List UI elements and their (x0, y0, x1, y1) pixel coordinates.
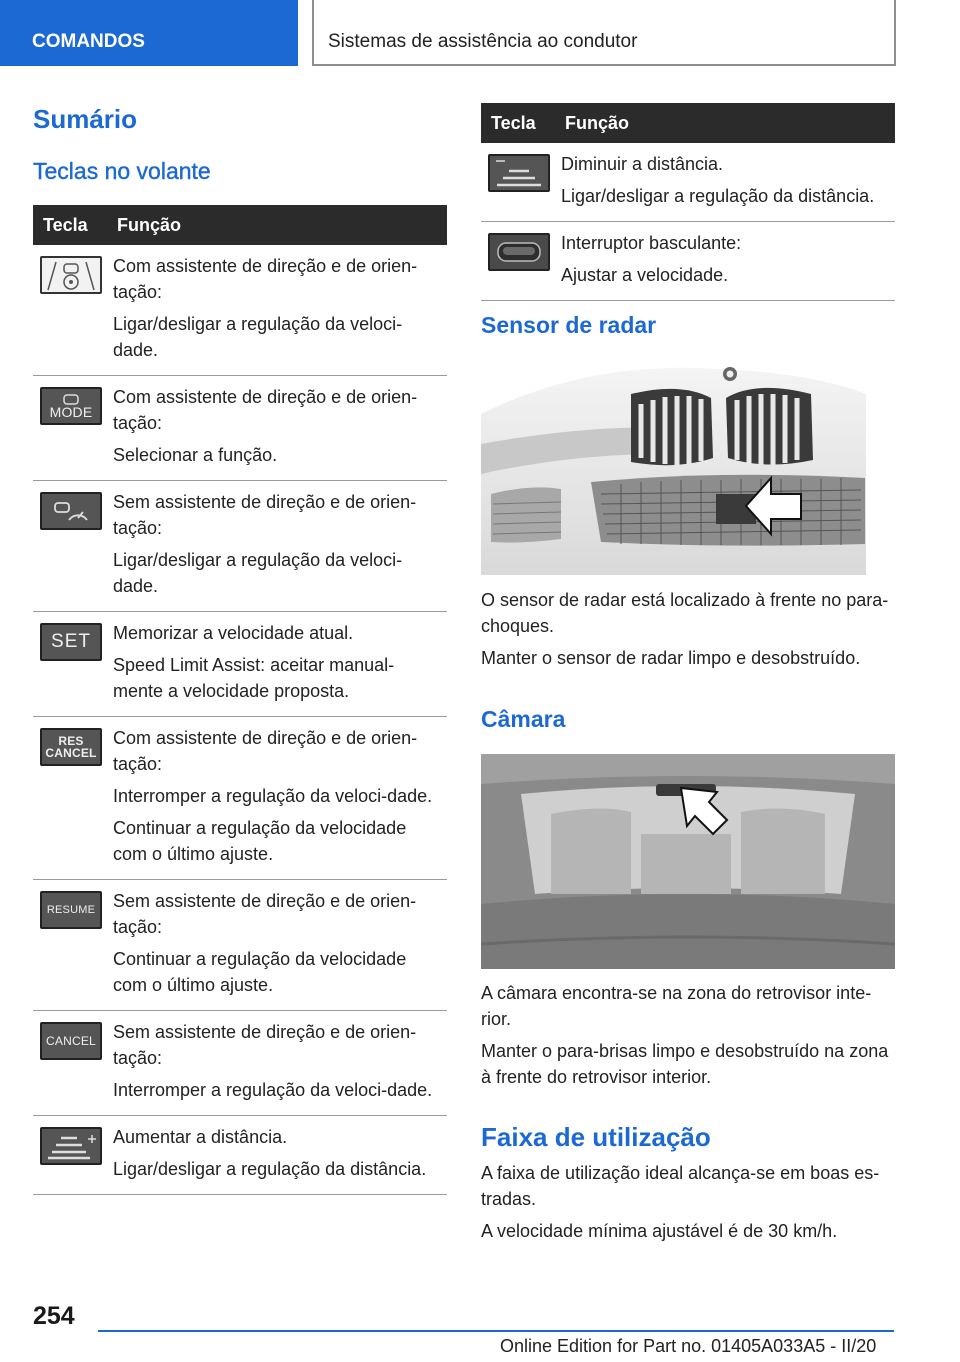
column-header-function: Função (113, 205, 447, 245)
distance-decrease-key-icon (488, 154, 550, 192)
cancel-key-icon (40, 1022, 102, 1060)
function-text: Sem assistente de direção e de orien-tação: (113, 891, 417, 937)
rocker-switch-key-icon (488, 233, 550, 271)
table-row (33, 880, 447, 1011)
radar-sensor-image (481, 354, 895, 575)
section-tab: COMANDOS (0, 0, 298, 66)
table-row (33, 612, 447, 717)
function-text: Com assistente de direção e de orien-tação: (113, 387, 418, 433)
table-row (33, 481, 447, 612)
page-number: 254 (33, 1302, 75, 1330)
key-label: CANCEL (46, 1034, 96, 1048)
section-heading-camera: Câmara (481, 706, 566, 732)
camera-paragraph-2: Manter o para-brisas limpo e desobstruído na zona à frente do retrovisor interior. (481, 1041, 889, 1087)
column-header-key: Tecla (481, 103, 561, 143)
section-heading-radar: Sensor de radar (481, 312, 657, 338)
keys-table-right (481, 103, 895, 301)
distance-increase-key-icon (40, 1127, 102, 1165)
table-row (33, 1116, 447, 1195)
camera-paragraph-1: A câmara encontra-se na zona do retrovisor inte-rior. (481, 983, 872, 1029)
edition-note: Online Edition for Part no. 01405A033A5 - II/20 (500, 1336, 877, 1356)
range-paragraph-2: A velocidade mínima ajustável é de 30 km/h. (481, 1221, 838, 1241)
function-text: Sem assistente de direção e de orien-tação: (113, 1022, 417, 1068)
table-row (481, 222, 895, 301)
function-text: Ligar/desligar a regulação da distância. (113, 1159, 427, 1179)
mode-key-icon (40, 387, 102, 425)
function-text: Speed Limit Assist: aceitar manual-mente a velocidade proposta. (113, 655, 395, 701)
function-text: Com assistente de direção e de orien-tação: (113, 256, 418, 302)
range-paragraph-1: A faixa de utilização ideal alcança-se em boas es-tradas. (481, 1163, 880, 1209)
chapter-title: Sistemas de assistência ao condutor (312, 0, 896, 66)
function-text: Ligar/desligar a regulação da veloci-dade. (113, 314, 403, 360)
steering-assist-key-icon (40, 256, 102, 294)
table-row (33, 245, 447, 376)
table-row (33, 376, 447, 481)
key-label: MODE (49, 404, 93, 420)
table-row (481, 143, 895, 222)
function-text: Continuar a regulação da velocidade com o último ajuste. (113, 949, 407, 995)
function-text: Ajustar a velocidade. (561, 265, 729, 285)
camera-location-image (481, 754, 895, 969)
footer-divider (98, 1330, 894, 1332)
section-heading-keys: Teclas no volante (33, 158, 211, 184)
keys-table-left (33, 205, 447, 1195)
function-text: Memorizar a velocidade atual. (113, 623, 354, 643)
function-text: Ligar/desligar a regulação da distância. (561, 186, 875, 206)
function-text: Diminuir a distância. (561, 154, 724, 174)
function-text: Interromper a regulação da veloci-dade. (113, 1080, 433, 1100)
function-text: Com assistente de direção e de orien-tação: (113, 728, 418, 774)
key-label: RES CANCEL (45, 734, 97, 760)
function-text: Continuar a regulação da velocidade com o último ajuste. (113, 818, 407, 864)
column-header-function: Função (561, 103, 895, 143)
radar-paragraph-2: Manter o sensor de radar limpo e desobstruído. (481, 648, 861, 668)
radar-paragraph-1: O sensor de radar está localizado à frente no para-choques. (481, 590, 889, 636)
column-header-key: Tecla (33, 205, 113, 245)
function-text: Selecionar a função. (113, 445, 278, 465)
section-heading-range: Faixa de utilização (481, 1122, 711, 1152)
function-text: Interromper a regulação da veloci-dade. (113, 786, 433, 806)
key-label: RESUME (46, 904, 96, 916)
res-cancel-key-icon (40, 728, 102, 766)
page-title: Sumário (33, 104, 138, 134)
cruise-control-key-icon (40, 492, 102, 530)
key-label: SET (51, 631, 91, 652)
function-text: Sem assistente de direção e de orien-tação: (113, 492, 417, 538)
function-text: Ligar/desligar a regulação da veloci-dade. (113, 550, 403, 596)
table-row (33, 717, 447, 880)
table-row (33, 1011, 447, 1116)
resume-key-icon (40, 891, 102, 929)
function-text: Interruptor basculante: (561, 233, 742, 253)
function-text: Aumentar a distância. (113, 1127, 288, 1147)
set-key-icon (40, 623, 102, 661)
